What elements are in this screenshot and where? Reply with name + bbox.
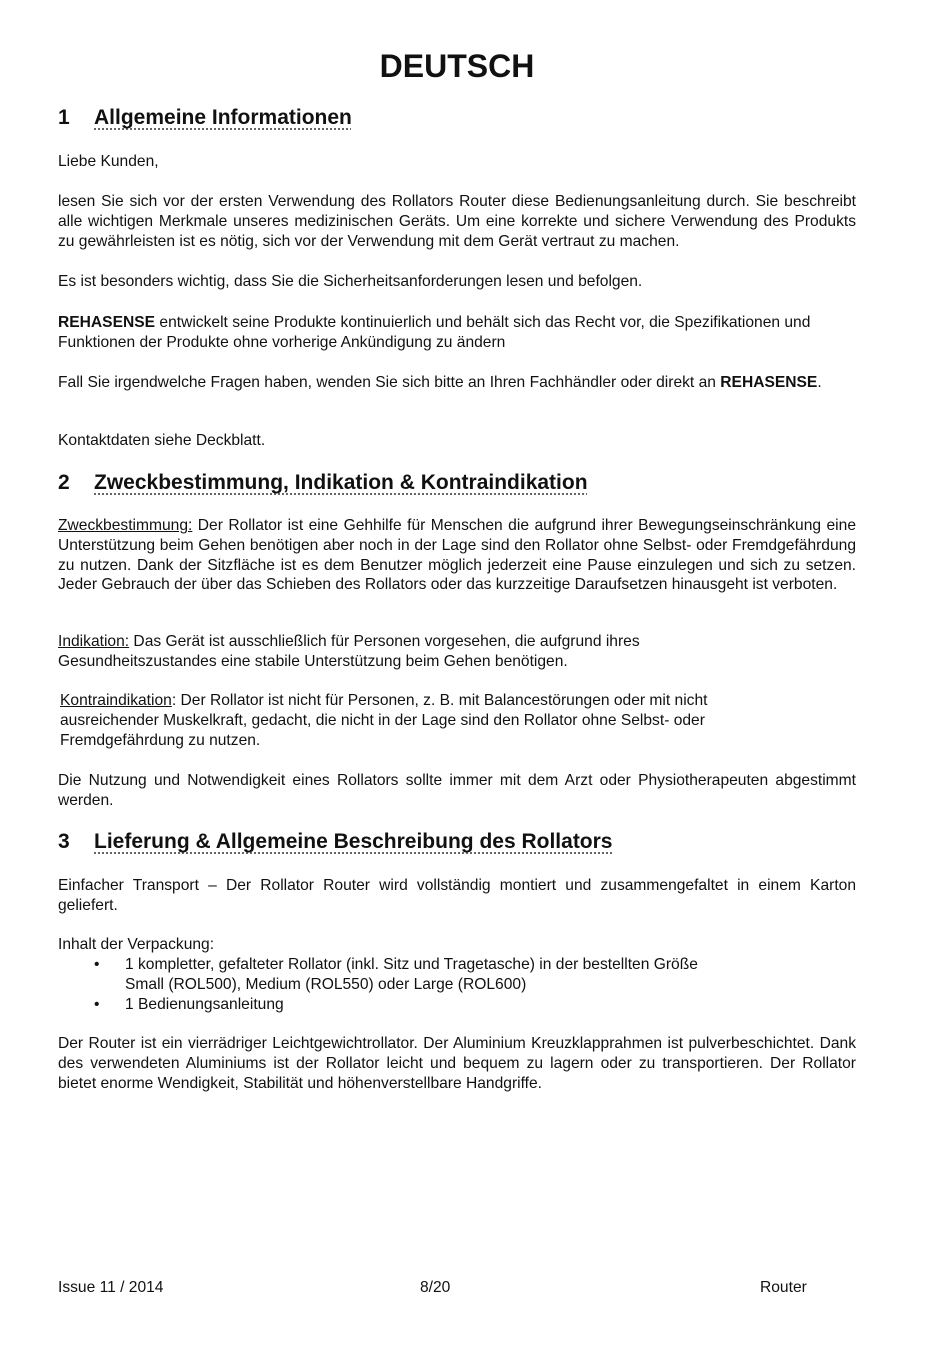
section-1-number: 1: [58, 106, 70, 129]
spec-change-text: entwickelt seine Produkte kontinuierlich und behält sich das Recht vor, die Spezifikationen und Funktionen der Produkte ohne vorherige Ankündigung zu ändern: [58, 314, 811, 351]
footer-page-number: 8/20: [420, 1279, 451, 1296]
list-item-sizes: Small (ROL500), Medium (ROL550) oder Large (ROL600): [125, 975, 527, 993]
purpose-text: Der Rollator ist eine Gehhilfe für Menschen die aufgrund ihrer Bewegungseinschränkung eine Unterstützung beim Gehen benötigen aber noch in der Lage sind den Rollator ohne Selbst- oder Fremdgefährdung zu nutzen. Dank der Sitzfläche ist es dem Benutzer möglich jederzeit eine Pause einzulegen und sich zu setzen. Jeder Gebrauch der über das Schieben des Rollators oder das kurzzeitige Daraufsetzen hinausgeht ist verboten.: [58, 517, 856, 594]
section-2-heading: [58, 471, 588, 495]
section-2-title: Zweckbestimmung, Indikation & Kontraindikation: [94, 471, 588, 494]
safety-note: Es ist besonders wichtig, dass Sie die Sicherheitsanforderungen lesen und befolgen.: [58, 273, 643, 290]
contact-text: Fall Sie irgendwelche Fragen haben, wenden Sie sich bitte an Ihren Fachhändler oder direkt an: [58, 374, 721, 391]
footer-issue: Issue 11 / 2014: [58, 1279, 164, 1296]
contraindication-label: Kontraindikation: [60, 692, 172, 709]
indication-paragraph: [58, 632, 698, 672]
section-1-title: Allgemeine Informationen: [94, 106, 352, 129]
indication-label: Indikation:: [58, 633, 130, 650]
list-item: [58, 995, 856, 1015]
greeting: Liebe Kunden,: [58, 153, 159, 170]
contact-end: .: [817, 374, 822, 391]
brand-name: REHASENSE: [720, 374, 818, 391]
consult-note: Die Nutzung und Notwendigkeit eines Rollators sollte immer mit dem Arzt oder Physiotherapeuten abgestimmt werden.: [58, 772, 856, 809]
indication-text: Das Gerät ist ausschließlich für Personen vorgesehen, die aufgrund ihres Gesundheitszustandes eine stabile Unterstützung beim Gehen benötigen.: [58, 633, 640, 670]
spec-change-paragraph: [58, 313, 856, 353]
package-contents-list: [58, 955, 856, 1014]
description-paragraph: Der Router ist ein vierrädriger Leichtgewichtrollator. Der Aluminium Kreuzklapprahmen ist pulverbeschichtet. Dank des verwendeten Aluminiums ist der Rollator leicht und bequem zu lagern oder zu transportieren. Der Rollator bietet enorme Wendigkeit, Stabilität und höhenverstellbare Handgriffe.: [58, 1035, 856, 1092]
list-item-text: 1 Bedienungsanleitung: [125, 995, 284, 1013]
list-item-text: 1 kompletter, gefalteter Rollator (inkl. Sitz und Tragetasche) in der bestellten Größe: [125, 956, 698, 973]
section-2-number: 2: [58, 471, 70, 494]
brand-name: REHASENSE: [58, 314, 156, 331]
contact-paragraph: [58, 373, 856, 393]
section-1-heading: [58, 106, 352, 130]
footer-product: Router: [760, 1279, 807, 1296]
list-item: [58, 955, 856, 995]
purpose-label: Zweckbestimmung:: [58, 517, 193, 534]
section-3-number: 3: [58, 830, 70, 853]
transport-paragraph: Einfacher Transport – Der Rollator Router wird vollständig montiert und zusammengefaltet in einem Karton geliefert.: [58, 877, 856, 914]
package-contents-label: Inhalt der Verpackung:: [58, 936, 215, 953]
contraindication-paragraph: [60, 691, 756, 750]
section-3-heading: [58, 830, 613, 854]
page-title: DEUTSCH: [379, 48, 535, 84]
section-3-title: Lieferung & Allgemeine Beschreibung des Rollators: [94, 830, 613, 853]
intro-paragraph: lesen Sie sich vor der ersten Verwendung des Rollators Router diese Bedienungsanleitung durch. Sie beschreibt alle wichtigen Merkmale unseres medizinischen Geräts. Um eine korrekte und sichere Verwendung des Produkts zu gewährleisten ist es nötig, sich vor der Verwendung mit dem Gerät vertraut zu machen.: [58, 193, 856, 250]
contact-details-note: Kontaktdaten siehe Deckblatt.: [58, 432, 266, 449]
purpose-paragraph: [58, 516, 856, 595]
contraindication-text: : Der Rollator ist nicht für Personen, z. B. mit Balancestörungen oder mit nicht ausreichender Muskelkraft, gedacht, die nicht in der Lage sind den Rollator ohne Selbst- oder Fremdgefährdung zu nutzen.: [60, 692, 708, 749]
